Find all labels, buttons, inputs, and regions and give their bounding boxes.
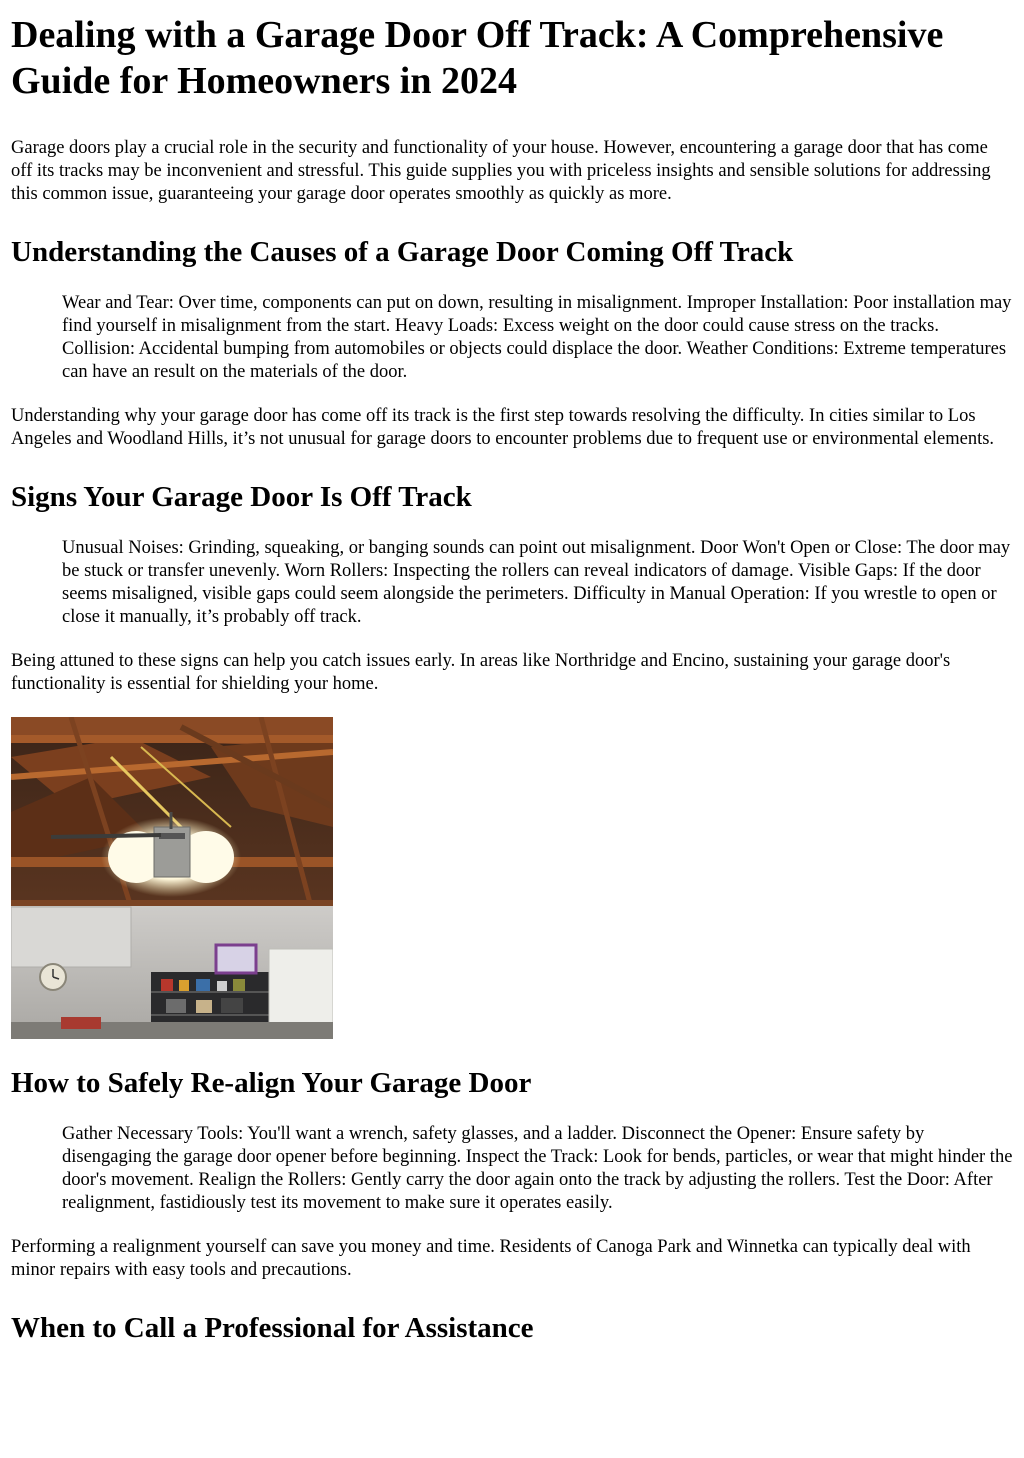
garage-opener-photo — [11, 717, 333, 1039]
causes-paragraph: Understanding why your garage door has come off its track is the first step towards resolving the difficulty. In cities similar to Los Angeles and Woodland Hills, it’s not unusual for garage doors to encounter problems due to frequent use or environmental elements. — [11, 406, 995, 449]
realign-steps: Gather Necessary Tools: You'll want a wrench, safety glasses, and a ladder. Disconnect the Opener: Ensure safety by disengaging the garage door opener before beginning. Inspect the Track: Look for bends, particles, or wear that might hinder the door's movement. Realign the Rollers: Gently carry the door again onto the track by adjusting the rollers. Test the Door: After realignment, fastidiously test its movement to make sure it operates easily. — [62, 1124, 1013, 1213]
page-title: Dealing with a Garage Door Off Track: A Comprehensive Guide for Homeowners in 2024 — [11, 14, 944, 102]
intro-paragraph: Garage doors play a crucial role in the security and functionality of your house. However, encountering a garage door that has come off its tracks may be inconvenient and stressful. This guide supplies you with priceless insights and sensible solutions for addressing this common issue, guaranteeing your garage door operates smoothly as quickly as more. — [11, 138, 991, 204]
signs-paragraph: Being attuned to these signs can help you catch issues early. In areas like Northridge and Encino, sustaining your garage door's functionality is essential for shielding your home. — [11, 651, 951, 694]
realign-paragraph: Performing a realignment yourself can save you money and time. Residents of Canoga Park and Winnetka can typically deal with minor repairs with easy tools and precautions. — [11, 1237, 971, 1280]
garage-opener-illustration — [11, 717, 333, 1039]
section-heading-causes: Understanding the Causes of a Garage Door Coming Off Track — [11, 236, 794, 268]
section-heading-signs: Signs Your Garage Door Is Off Track — [11, 481, 472, 513]
causes-list: Wear and Tear: Over time, components can put on down, resulting in misalignment. Improper Installation: Poor installation may find yourself in misalignment from the start. Heavy Loads: Excess weight on the door could cause stress on the tracks. Collision: Accidental bumping from automobiles or objects could displace the door. Weather Conditions: Extreme temperatures can have an result on the materials of the door. — [62, 293, 1012, 382]
signs-list: Unusual Noises: Grinding, squeaking, or banging sounds can point out misalignment. Door Won't Open or Close: The door may be stuck or transfer unevenly. Worn Rollers: Inspecting the rollers can reveal indicators of damage. Visible Gaps: If the door seems misaligned, visible gaps could seem alongside the perimeters. Difficulty in Manual Operation: If you wrestle to open or close it manually, it’s probably off track. — [62, 538, 1011, 627]
section-heading-professional: When to Call a Professional for Assistance — [11, 1312, 534, 1344]
section-heading-realign: How to Safely Re-align Your Garage Door — [11, 1067, 532, 1099]
article — [0, 12, 1024, 1345]
